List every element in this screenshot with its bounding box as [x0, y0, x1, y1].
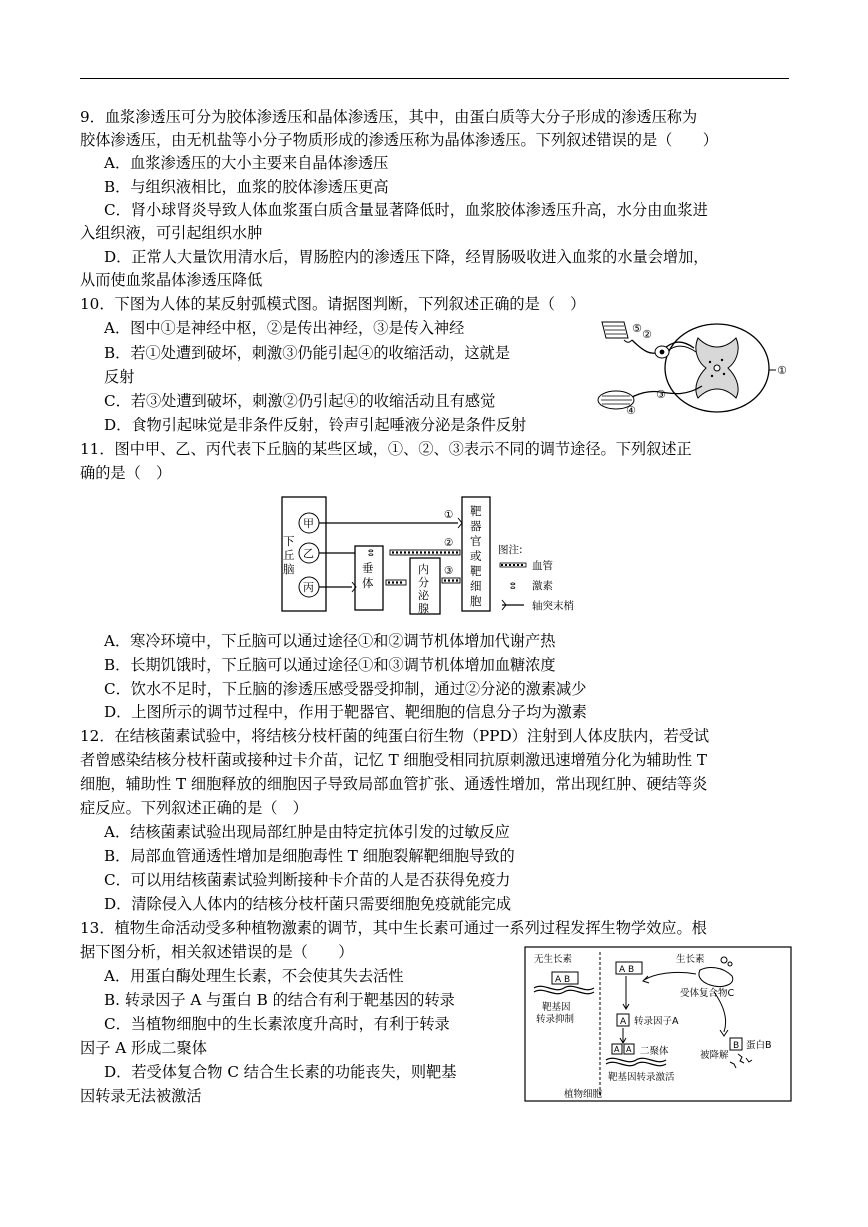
label-no-auxin: 无生长素: [534, 954, 573, 965]
path-2-label: ②: [444, 537, 454, 549]
target-char-7: 胞: [470, 594, 482, 608]
q10-stem: 10．下图为人体的某反射弧模式图。请据图判断，下列叙述正确的是（ ）: [80, 295, 586, 313]
legend-hormone: 激素: [532, 580, 553, 592]
q11-option-a: A．寒冷环境中，下丘脑可以通过途径①和②调节机体增加代谢产热: [104, 632, 556, 650]
q12-option-c: C．可以用结核菌素试验判断接种卡介苗的人是否获得免疫力: [104, 871, 511, 889]
gland-char-3: 泌: [418, 589, 429, 602]
q11-option-d: D．上图所示的调节过程中，作用于靶器官、靶细胞的信息分子均为激素: [104, 703, 587, 721]
q11-stem-1: 11．图中甲、乙、丙代表下丘脑的某些区域，①、②、③表示不同的调节途径。下列叙述正: [80, 440, 692, 458]
pituitary-char-2: 体: [362, 576, 374, 590]
legend-hormone-mark: ⵓ: [510, 582, 516, 592]
q11-option-c: C．饮水不足时，下丘脑的渗透压感受器受抑制，通过②分泌的激素减少: [104, 680, 587, 698]
path-1-label: ①: [444, 509, 454, 521]
q9-option-d-1: D．正常人大量饮用清水后，胃肠腔内的渗透压下降，经胃肠吸收进入血浆的水量会增加，: [104, 248, 709, 266]
q10-option-b-2: 反射: [104, 368, 135, 386]
left-ab-complex: A B: [555, 975, 571, 985]
auxin-signaling-figure: [524, 946, 792, 1102]
q13-option-b: B. 转录因子 A 与蛋白 B 的结合有利于靶基因的转录: [104, 991, 455, 1009]
label-plant-cell: 植物细胞: [564, 1089, 603, 1100]
label-activated: 靶基因转录激活: [608, 1072, 675, 1083]
target-char-5: 靶: [470, 564, 482, 578]
q12-stem-2: 者曾感染结核分枝杆菌或接种过卡介苗，记忆 T 细胞受相同抗原刺激迅速增殖分化为辅助性 T: [80, 751, 708, 769]
q9-stem-1: 9．血浆渗透压可分为胶体渗透压和晶体渗透压，其中，由蛋白质等大分子形成的渗透压称为: [80, 108, 698, 126]
mid-ab-complex: A B: [619, 965, 635, 975]
legend-title: 图注:: [498, 544, 523, 556]
q9-option-d-2: 从而使血浆晶体渗透压降低: [80, 271, 263, 289]
q12-option-d: D．清除侵入人体内的结核分枝杆菌只需要细胞免疫就能完成: [104, 895, 512, 913]
q12-stem-1: 12．在结核菌素试验中，将结核分枝杆菌的纯蛋白衍生物（PPD）注射到人体皮肤内，若受试: [80, 727, 710, 745]
hypothalamus-char-2: 丘: [283, 548, 295, 562]
legend-axon: 轴突末梢: [532, 600, 574, 612]
reflex-label-4: ④: [626, 404, 636, 417]
legend-vessel: 血管: [532, 560, 553, 572]
q12-stem-3: 细胞，辅助性 T 细胞释放的细胞因子导致局部血管扩张、通透性增加，常出现红肿、硬结等炎: [80, 775, 708, 793]
gland-char-2: 分: [418, 576, 429, 589]
reflex-label-3: ③: [656, 388, 666, 401]
q12-stem-4: 症反应。下列叙述正确的是（ ）: [80, 799, 308, 817]
label-receptor-complex: 受体复合物C: [680, 988, 735, 999]
hypothalamus-char-1: 下: [283, 534, 295, 548]
target-char-1: 靶: [470, 504, 482, 518]
label-dimer: 二聚体: [640, 1046, 669, 1057]
q11-option-b: B．长期饥饿时，下丘脑可以通过途径①和③调节机体增加血糖浓度: [104, 656, 556, 674]
path-3-label: ③: [444, 565, 454, 577]
q12-option-b: B．局部血管通透性增加是细胞毒性 T 细胞裂解靶细胞导致的: [104, 847, 515, 865]
factor-a-box: A: [620, 1017, 627, 1027]
hypothalamus-char-3: 脑: [283, 562, 295, 576]
label-degraded: 被降解: [700, 1050, 729, 1061]
gland-char-1: 内: [418, 563, 429, 576]
hormone-mark-1: ⵓ: [368, 549, 374, 559]
reflex-arc-figure: [594, 316, 794, 420]
reflex-label-1: ①: [777, 364, 787, 377]
label-factor-a: 转录因子A: [634, 1016, 679, 1027]
area-bing: 丙: [303, 581, 314, 594]
label-auxin: 生长素: [676, 954, 705, 965]
q10-option-b-1: B．若①处遭到破坏，刺激③仍能引起④的收缩活动，这就是: [104, 344, 511, 362]
q9-option-b: B．与组织液相比，血浆的胶体渗透压更高: [104, 178, 389, 196]
reflex-label-2: ②: [642, 328, 652, 341]
gland-char-4: 腺: [418, 602, 429, 615]
protein-b-box: B: [733, 1041, 740, 1051]
label-inhibited-1: 靶基因: [542, 1002, 571, 1013]
header-rule: [80, 78, 789, 79]
area-jia: 甲: [303, 517, 314, 530]
q9-option-c-1: C．肾小球肾炎导致人体血浆蛋白质含量显著降低时，血浆胶体渗透压升高，水分由血浆进: [104, 201, 708, 219]
q10-option-c: C．若③处遭到破坏，刺激②仍引起④的收缩活动且有感觉: [104, 392, 496, 410]
q13-stem-1: 13．植物生命活动受多种植物激素的调节，其中生长素可通过一系列过程发挥生物学效应。根: [80, 919, 707, 937]
target-char-2: 器: [470, 519, 482, 533]
label-inhibited-2: 转录抑制: [536, 1014, 575, 1025]
q13-option-c-1: C．当植物细胞中的生长素浓度升高时，有利于转录: [104, 1015, 450, 1033]
q9-stem-2: 胶体渗透压，由无机盐等小分子物质形成的渗透压称为晶体渗透压。下列叙述错误的是（ ）: [80, 131, 718, 149]
q13-option-d-2: 因转录无法被激活: [80, 1087, 202, 1105]
q9-option-a: A．血浆渗透压的大小主要来自晶体渗透压: [104, 154, 389, 172]
target-char-3: 官: [470, 534, 482, 548]
target-char-4: 或: [470, 549, 482, 563]
pituitary-char-1: 垂: [362, 561, 374, 575]
q10-option-d: D．食物引起味觉是非条件反射，铃声引起唾液分泌是条件反射: [104, 416, 527, 434]
area-yi: 乙: [303, 547, 314, 560]
dimer-a-2: A: [626, 1045, 632, 1054]
q10-option-a: A．图中①是神经中枢，②是传出神经，③是传入神经: [104, 319, 465, 337]
q13-option-c-2: 因子 A 形成二聚体: [80, 1039, 207, 1057]
dimer-a-1: A: [614, 1045, 620, 1054]
q12-option-a: A．结核菌素试验出现局部红肿是由特定抗体引发的过敏反应: [104, 823, 510, 841]
q13-stem-2: 据下图分析，相关叙述错误的是（ ）: [80, 943, 354, 961]
reflex-label-5: ⑤: [632, 322, 642, 335]
target-char-6: 细: [470, 579, 482, 593]
q9-option-c-2: 入组织液，可引起组织水肿: [80, 224, 263, 242]
q13-option-d-1: D．若受体复合物 C 结合生长素的功能丧失，则靶基: [104, 1063, 457, 1081]
hypothalamus-regulation-figure: [280, 494, 600, 618]
q13-option-a: A．用蛋白酶处理生长素，不会使其失去活性: [104, 967, 404, 985]
q11-stem-2: 确的是（ ）: [80, 464, 172, 482]
label-protein-b: 蛋白B: [746, 1040, 772, 1051]
